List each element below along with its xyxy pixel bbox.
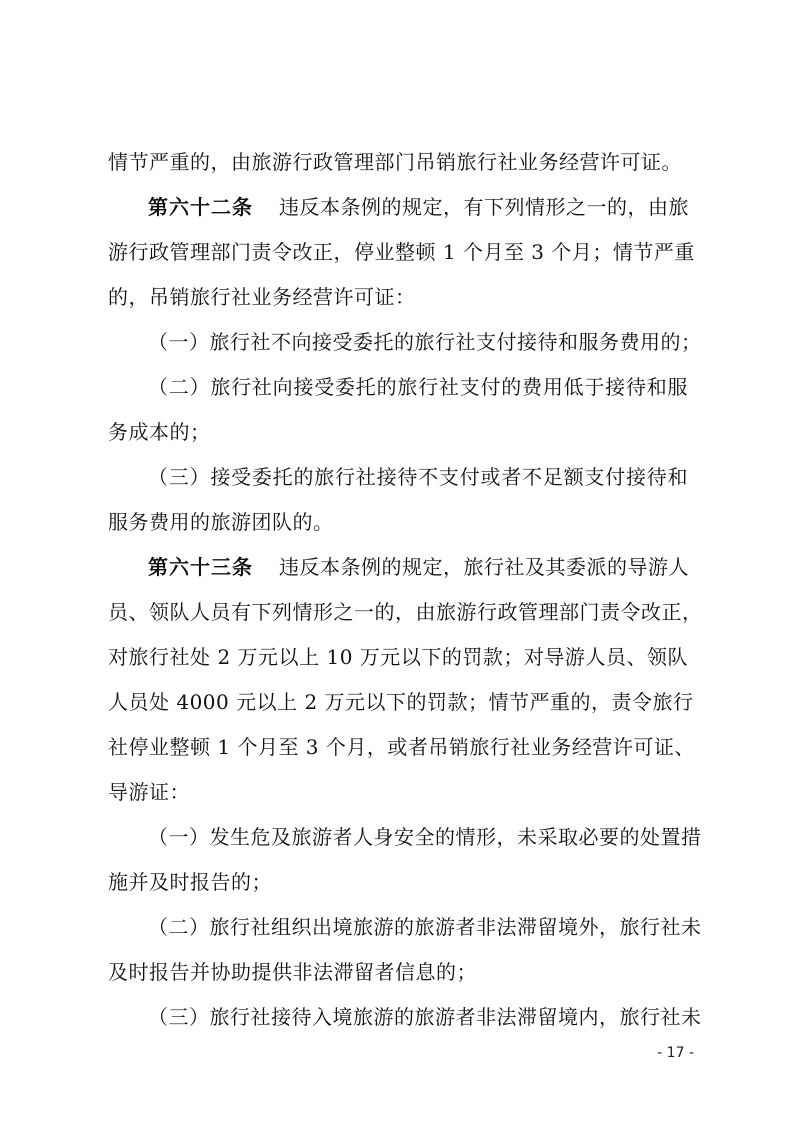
page-number: - 17 - bbox=[657, 1045, 694, 1061]
paragraph-line bbox=[108, 860, 688, 905]
paragraph-line bbox=[108, 680, 694, 725]
paragraph-line bbox=[108, 590, 703, 635]
paragraph-line bbox=[108, 140, 688, 185]
document-body bbox=[108, 140, 703, 1040]
paragraph-line bbox=[108, 770, 688, 815]
list-item-line bbox=[108, 320, 702, 365]
line-text: 导游证： bbox=[108, 780, 190, 804]
article-number: 第六十二条 bbox=[148, 195, 253, 219]
line-text: 务成本的； bbox=[108, 420, 211, 444]
line-text: （三）旅行社接待入境旅游的旅游者非法滞留境内，旅行社未 bbox=[148, 1005, 702, 1029]
line-text: （一）旅行社不向接受委托的旅行社支付接待和服务费用的； bbox=[148, 330, 702, 354]
article-63-heading-line bbox=[108, 545, 688, 590]
line-text: 社停业整顿 1 个月至 3 个月，或者吊销旅行社业务经营许可证、 bbox=[108, 735, 695, 759]
line-text: 情节严重的，由旅游行政管理部门吊销旅行社业务经营许可证。 bbox=[108, 150, 682, 174]
line-text: （二）旅行社组织出境旅游的旅游者非法滞留境外，旅行社未 bbox=[148, 915, 702, 939]
line-text: 违反本条例的规定，旅行社及其委派的导游人 bbox=[279, 555, 689, 579]
paragraph-line bbox=[108, 410, 688, 455]
list-item-line bbox=[108, 815, 702, 860]
list-item-line bbox=[108, 455, 688, 500]
line-text: 的，吊销旅行社业务经营许可证： bbox=[108, 285, 416, 309]
list-item-line bbox=[108, 995, 702, 1040]
line-text: 游行政管理部门责令改正，停业整顿 1 个月至 3 个月；情节严重 bbox=[108, 240, 695, 264]
article-number: 第六十三条 bbox=[148, 555, 253, 579]
article-62-heading-line bbox=[108, 185, 688, 230]
line-text: 服务费用的旅游团队的。 bbox=[108, 510, 334, 534]
line-text: 违反本条例的规定，有下列情形之一的，由旅 bbox=[279, 195, 689, 219]
paragraph-line bbox=[108, 500, 688, 545]
paragraph-line bbox=[108, 275, 688, 320]
list-item-line bbox=[108, 365, 688, 410]
line-text: 及时报告并协助提供非法滞留者信息的； bbox=[108, 960, 477, 984]
paragraph-line bbox=[108, 230, 695, 275]
line-text: 施并及时报告的； bbox=[108, 870, 272, 894]
line-text: （二）旅行社向接受委托的旅行社支付的费用低于接待和服 bbox=[148, 375, 688, 399]
line-text: （一）发生危及旅游者人身安全的情形，未采取必要的处置措 bbox=[148, 825, 702, 849]
paragraph-line bbox=[108, 950, 688, 995]
line-text: 员、领队人员有下列情形之一的，由旅游行政管理部门责令改正， bbox=[108, 600, 703, 624]
paragraph-line bbox=[108, 725, 695, 770]
line-text: 对旅行社处 2 万元以上 10 万元以下的罚款；对导游人员、领队 bbox=[108, 645, 688, 669]
line-text: 人员处 4000 元以上 2 万元以下的罚款；情节严重的，责令旅行 bbox=[108, 690, 694, 714]
line-text: （三）接受委托的旅行社接待不支付或者不足额支付接待和 bbox=[148, 465, 688, 489]
list-item-line bbox=[108, 905, 702, 950]
paragraph-line bbox=[108, 635, 688, 680]
